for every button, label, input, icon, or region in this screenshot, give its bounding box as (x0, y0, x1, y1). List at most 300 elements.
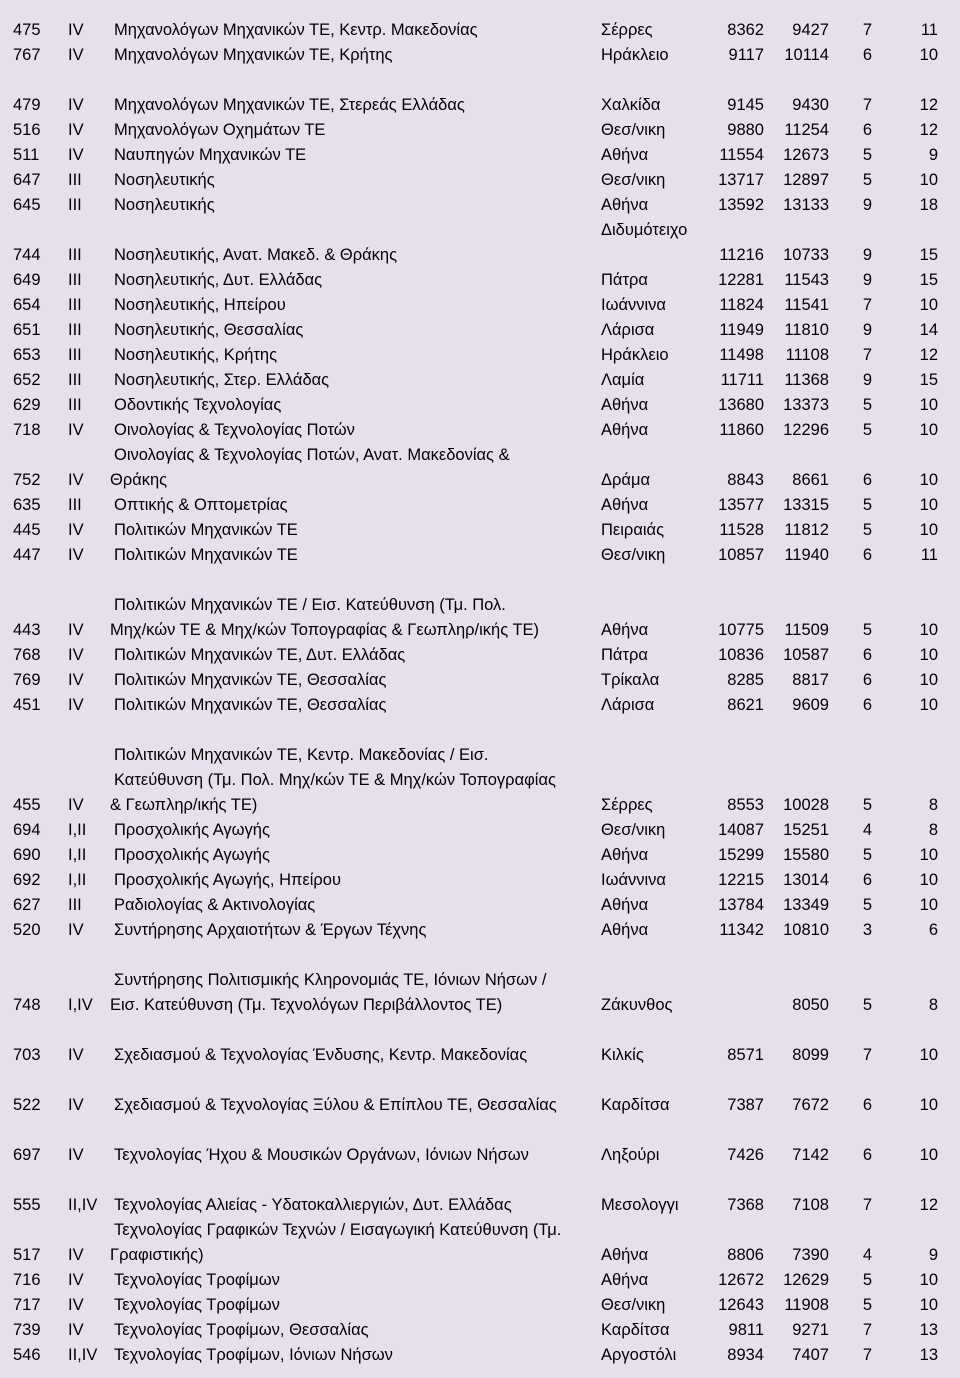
row-category: IV (68, 621, 84, 639)
row-score-2: 9430 (792, 96, 829, 114)
row-score-2: 11812 (784, 521, 829, 539)
row-city: Πειραιάς (601, 521, 665, 539)
row-value-4: 10 (919, 671, 938, 689)
row-value-3: 5 (862, 996, 872, 1014)
row-value-4: 15 (919, 246, 938, 264)
table-row (0, 93, 960, 118)
table-row (0, 596, 960, 643)
row-department-name-line: Τεχνολογίας Τροφίμων (114, 1296, 280, 1314)
row-value-4: 6 (928, 921, 938, 939)
row-department-name-line: Μηχανολόγων Μηχανικών ΤΕ, Στερεάς Ελλάδας (114, 96, 465, 114)
row-score-2: 12897 (783, 171, 829, 189)
row-department-name-line: Πολιτικών Μηχανικών ΤΕ, Θεσσαλίας (114, 671, 387, 689)
table-row (0, 843, 960, 868)
row-city: Αθήνα (601, 396, 649, 414)
row-score-1: 13592 (718, 196, 764, 214)
row-score-2: 11810 (784, 321, 829, 339)
table-row (0, 318, 960, 343)
row-value-3: 6 (862, 696, 872, 714)
row-city: Πάτρα (601, 646, 648, 664)
row-score-1: 15299 (718, 846, 764, 864)
row-code: 654 (13, 296, 41, 314)
row-score-2: 13014 (783, 871, 829, 889)
row-department-name-line: Τεχνολογίας Αλιείας - Υδατοκαλλιεργιών, Δυτ. Ελλάδας (114, 1196, 512, 1214)
row-category: III (68, 171, 82, 189)
row-score-2: 13315 (783, 496, 829, 514)
row-department-name-line: Οινολογίας & Τεχνολογίας Ποτών, Ανατ. Μακεδονίας & (114, 446, 510, 464)
row-category: IV (68, 1146, 84, 1164)
row-score-2: 7672 (792, 1096, 829, 1114)
row-value-4: 15 (919, 271, 938, 289)
table-row (0, 1143, 960, 1168)
row-category: IV (68, 646, 84, 664)
row-score-1: 8362 (727, 21, 764, 39)
row-value-3: 7 (862, 346, 872, 364)
row-city: Καρδίτσα (601, 1321, 670, 1339)
row-department-name-line: & Γεωπληρ/ικής ΤΕ) (110, 796, 258, 814)
row-department-name-line: Νοσηλευτικής, Δυτ. Ελλάδας (114, 271, 323, 289)
row-department-name-line: Θράκης (110, 471, 168, 489)
row-city: Καρδίτσα (601, 1096, 670, 1114)
row-city: Λαμία (601, 371, 645, 389)
table-row (0, 118, 960, 143)
row-department-name (114, 393, 281, 418)
row-value-4: 10 (919, 871, 938, 889)
row-value-4: 13 (919, 1346, 938, 1364)
row-value-3: 5 (862, 421, 872, 439)
row-code: 629 (13, 396, 41, 414)
row-department-name-line: Εισ. Κατεύθυνση (Τμ. Τεχνολόγων Περιβάλλοντος ΤΕ) (110, 996, 503, 1014)
table-row (0, 18, 960, 43)
table-row (0, 1043, 960, 1068)
row-department-name (114, 1043, 527, 1068)
row-department-name (114, 1343, 393, 1368)
row-score-2: 9609 (792, 696, 829, 714)
row-code: 718 (13, 421, 41, 439)
table-row (0, 893, 960, 918)
row-value-3: 6 (862, 1096, 872, 1114)
row-department-name (110, 1218, 562, 1268)
row-city: Αθήνα (601, 896, 649, 914)
row-value-4: 10 (919, 646, 938, 664)
row-category: III (68, 346, 82, 364)
row-score-1: 12281 (718, 271, 764, 289)
table-row (0, 393, 960, 418)
row-value-3: 4 (862, 1246, 872, 1264)
row-category: I,II (68, 821, 87, 839)
row-code: 511 (13, 146, 40, 164)
row-value-3: 4 (862, 821, 872, 839)
table-row (0, 143, 960, 168)
row-department-name (114, 893, 315, 918)
row-value-3: 3 (862, 921, 872, 939)
row-score-1: 10775 (718, 621, 764, 639)
row-category: IV (68, 1296, 84, 1314)
row-score-1: 11342 (719, 921, 764, 939)
row-city: Αργοστόλι (601, 1346, 677, 1364)
row-department-name (114, 193, 215, 218)
table-row (0, 1343, 960, 1368)
table-row (0, 268, 960, 293)
row-score-1: 13784 (718, 896, 764, 914)
row-value-3: 5 (862, 1296, 872, 1314)
row-city: Ιωάννινα (601, 871, 666, 889)
table-row (0, 868, 960, 893)
row-code: 546 (13, 1346, 41, 1364)
row-value-4: 10 (919, 1046, 938, 1064)
row-department-name (114, 1293, 280, 1318)
row-score-2: 12629 (783, 1271, 829, 1289)
row-category: III (68, 246, 82, 264)
table-row (0, 1318, 960, 1343)
row-category: IV (68, 121, 84, 139)
row-code: 767 (13, 46, 41, 64)
row-code: 451 (13, 696, 41, 714)
table-row (0, 693, 960, 718)
row-score-2: 15251 (783, 821, 829, 839)
row-category: III (68, 321, 82, 339)
row-department-name (114, 93, 465, 118)
row-value-4: 18 (919, 196, 938, 214)
row-city: Αθήνα (601, 421, 649, 439)
row-category: IV (68, 521, 84, 539)
row-department-name (114, 543, 298, 568)
row-score-2: 9271 (792, 1321, 829, 1339)
row-score-2: 8099 (792, 1046, 829, 1064)
row-category: I,II (68, 871, 87, 889)
row-score-2: 9427 (792, 21, 829, 39)
row-category: II,IV (68, 1196, 98, 1214)
row-city: Ζάκυνθος (601, 996, 673, 1014)
row-code: 769 (13, 671, 41, 689)
row-city: Αθήνα (601, 146, 649, 164)
row-score-1: 9811 (728, 1321, 764, 1339)
row-code: 520 (13, 921, 41, 939)
table-row (0, 543, 960, 568)
row-department-name (114, 293, 286, 318)
row-value-3: 5 (862, 521, 872, 539)
row-value-4: 10 (919, 471, 938, 489)
table-row (0, 293, 960, 318)
row-score-2: 8817 (792, 671, 829, 689)
row-department-name (114, 118, 325, 143)
row-city: Σέρρες (601, 796, 653, 814)
table-row (0, 418, 960, 443)
row-score-1: 13717 (718, 171, 764, 189)
row-category: IV (68, 1246, 84, 1264)
row-department-name-line: Συντήρησης Πολιτισμικής Κληρονομιάς ΤΕ, Ιόνιων Νήσων / (114, 971, 547, 989)
row-category: IV (68, 796, 84, 814)
row-score-2: 10587 (783, 646, 829, 664)
row-score-2: 11543 (784, 271, 829, 289)
row-category: IV (68, 146, 84, 164)
row-department-name-line: Μηχ/κών ΤΕ & Μηχ/κών Τοπογραφίας & Γεωπληρ/ικής ΤΕ) (110, 621, 540, 639)
row-score-1: 10857 (718, 546, 764, 564)
row-city: Ληξούρι (601, 1146, 660, 1164)
row-score-2: 12296 (783, 421, 829, 439)
row-score-1: 7368 (727, 1196, 764, 1214)
row-value-3: 7 (862, 1046, 872, 1064)
row-code: 517 (13, 1246, 41, 1264)
row-department-name (114, 493, 288, 518)
row-value-3: 6 (862, 46, 872, 64)
row-department-name (114, 368, 329, 393)
row-code: 627 (13, 896, 41, 914)
row-city: Αθήνα (601, 1271, 649, 1289)
row-value-3: 6 (862, 646, 872, 664)
row-department-name-line: Τεχνολογίας Τροφίμων, Ιόνιων Νήσων (114, 1346, 393, 1364)
row-category: IV (68, 546, 84, 564)
row-score-1: 14087 (718, 821, 764, 839)
row-score-2: 15580 (783, 846, 829, 864)
row-score-1: 7387 (727, 1096, 764, 1114)
row-score-1: 8571 (727, 1046, 764, 1064)
row-city: Αθήνα (601, 846, 649, 864)
table-row (0, 746, 960, 818)
row-department-name-line: Νοσηλευτικής, Ανατ. Μακεδ. & Θράκης (114, 246, 398, 264)
row-value-4: 10 (919, 496, 938, 514)
row-score-2: 11368 (784, 371, 829, 389)
row-department-name-line: Οινολογίας & Τεχνολογίας Ποτών (114, 421, 355, 439)
row-value-4: 10 (919, 421, 938, 439)
row-category: III (68, 396, 82, 414)
row-code: 690 (13, 846, 41, 864)
row-department-name-line: Νοσηλευτικής, Κρήτης (114, 346, 278, 364)
row-category: IV (68, 21, 84, 39)
row-department-name-line: Τεχνολογίας Τροφίμων, Θεσσαλίας (114, 1321, 369, 1339)
row-code: 717 (13, 1296, 41, 1314)
row-value-4: 10 (919, 171, 938, 189)
table-row (0, 221, 960, 268)
row-code: 447 (13, 546, 41, 564)
row-score-2: 13373 (783, 396, 829, 414)
row-department-name (114, 693, 386, 718)
row-code: 443 (13, 621, 41, 639)
row-score-1: 8621 (727, 696, 764, 714)
row-department-name-line: Πολιτικών Μηχανικών ΤΕ, Κεντρ. Μακεδονίας / Εισ. (114, 746, 489, 764)
row-department-name (114, 1318, 369, 1343)
row-score-2: 11509 (784, 621, 829, 639)
row-category: III (68, 271, 82, 289)
row-department-name-line: Μηχανολόγων Μηχανικών ΤΕ, Κεντρ. Μακεδονίας (114, 21, 478, 39)
row-department-name-line: Νοσηλευτικής (114, 171, 215, 189)
row-code: 744 (13, 246, 41, 264)
row-city: Σέρρες (601, 21, 653, 39)
row-score-2: 7407 (792, 1346, 829, 1364)
row-department-name (114, 1268, 280, 1293)
row-category: IV (68, 921, 84, 939)
row-department-name (114, 843, 270, 868)
row-score-1: 11860 (719, 421, 764, 439)
row-code: 697 (13, 1146, 41, 1164)
row-value-4: 11 (920, 21, 938, 39)
row-value-3: 9 (862, 246, 872, 264)
row-value-4: 10 (919, 46, 938, 64)
row-department-name-line: Γραφιστικής) (110, 1246, 204, 1264)
row-code: 752 (13, 471, 41, 489)
row-city: Ηράκλειο (601, 46, 669, 64)
row-code: 635 (13, 496, 41, 514)
row-score-1: 12215 (718, 871, 764, 889)
row-city: Δράμα (601, 471, 650, 489)
row-department-name (114, 1143, 529, 1168)
row-value-3: 7 (862, 1321, 872, 1339)
table-row (0, 643, 960, 668)
row-department-name-line: Νοσηλευτικής (114, 196, 215, 214)
row-value-3: 7 (862, 1196, 872, 1214)
row-score-1: 9145 (727, 96, 764, 114)
table-row (0, 193, 960, 218)
row-value-3: 6 (862, 671, 872, 689)
row-code: 475 (13, 21, 41, 39)
row-value-3: 5 (862, 1271, 872, 1289)
row-city: Θεσ/νικη (601, 821, 666, 839)
row-code: 649 (13, 271, 41, 289)
row-value-4: 10 (919, 1296, 938, 1314)
table-row (0, 43, 960, 68)
row-department-name-line: Οδοντικής Τεχνολογίας (114, 396, 282, 414)
row-score-2: 13133 (783, 196, 829, 214)
row-category: IV (68, 421, 84, 439)
row-score-2: 11108 (785, 346, 829, 364)
row-department-name (110, 593, 540, 643)
row-value-4: 10 (919, 1096, 938, 1114)
row-value-4: 8 (928, 796, 938, 814)
row-score-1: 11528 (719, 521, 764, 539)
row-value-3: 6 (862, 871, 872, 889)
row-value-3: 7 (862, 296, 872, 314)
row-score-1: 11711 (720, 371, 764, 389)
row-department-name (114, 1193, 512, 1218)
row-value-4: 13 (919, 1321, 938, 1339)
row-value-4: 10 (919, 621, 938, 639)
row-department-name (114, 143, 306, 168)
row-value-4: 12 (919, 346, 938, 364)
row-code: 522 (13, 1096, 41, 1114)
row-city: Αθήνα (601, 621, 649, 639)
row-value-3: 7 (862, 21, 872, 39)
row-value-3: 9 (862, 371, 872, 389)
row-value-4: 15 (919, 371, 938, 389)
row-category: IV (68, 696, 84, 714)
row-score-1: 11216 (719, 246, 764, 264)
row-value-3: 6 (862, 1146, 872, 1164)
row-department-name-line: Κατεύθυνση (Τμ. Πολ. Μηχ/κών ΤΕ & Μηχ/κών Τοπογραφίας (114, 771, 556, 789)
row-score-1: 12672 (718, 1271, 764, 1289)
row-department-name (114, 643, 405, 668)
row-department-name (114, 1093, 557, 1118)
table-row (0, 518, 960, 543)
table-row (0, 168, 960, 193)
row-score-1: 13680 (718, 396, 764, 414)
row-score-1: 11554 (719, 146, 764, 164)
table-row (0, 971, 960, 1018)
row-code: 445 (13, 521, 41, 539)
row-score-1: 11824 (719, 296, 764, 314)
row-value-3: 6 (862, 471, 872, 489)
row-value-4: 10 (919, 696, 938, 714)
row-score-2: 11940 (784, 546, 829, 564)
row-score-2: 11541 (784, 296, 829, 314)
row-code: 692 (13, 871, 41, 889)
row-category: IV (68, 1271, 84, 1289)
row-score-1: 11498 (719, 346, 764, 364)
row-code: 703 (13, 1046, 41, 1064)
row-city: Θεσ/νικη (601, 1296, 666, 1314)
row-category: IV (68, 671, 84, 689)
row-code: 694 (13, 821, 41, 839)
row-city: Ηράκλειο (601, 346, 669, 364)
row-department-name-line: Προσχολικής Αγωγής, Ηπείρου (114, 871, 342, 889)
row-city: Πάτρα (601, 271, 648, 289)
row-score-2: 7142 (792, 1146, 829, 1164)
row-value-4: 8 (928, 996, 938, 1014)
row-code: 739 (13, 1321, 41, 1339)
row-score-2: 8661 (792, 471, 829, 489)
row-value-3: 5 (862, 796, 872, 814)
row-department-name-line: Τεχνολογίας Τροφίμων (114, 1271, 280, 1289)
row-value-4: 10 (919, 521, 938, 539)
row-value-4: 12 (919, 1196, 938, 1214)
row-city: Αθήνα (601, 1246, 649, 1264)
table-row (0, 446, 960, 493)
row-department-name (114, 418, 355, 443)
row-department-name (114, 18, 478, 43)
row-department-name-line: Ναυπηγών Μηχανικών ΤΕ (114, 146, 307, 164)
row-score-2: 10114 (784, 46, 829, 64)
row-score-1: 13577 (718, 496, 764, 514)
row-score-1: 8843 (727, 471, 764, 489)
row-score-2: 11254 (784, 121, 829, 139)
row-category: IV (68, 1096, 84, 1114)
row-value-4: 8 (928, 821, 938, 839)
row-category: IV (68, 1046, 84, 1064)
row-city: Κιλκίς (601, 1046, 644, 1064)
table-row (0, 343, 960, 368)
row-code: 555 (13, 1196, 41, 1214)
row-value-3: 5 (862, 496, 872, 514)
row-department-name-line: Πολιτικών Μηχανικών ΤΕ, Δυτ. Ελλάδας (114, 646, 406, 664)
row-score-1: 12643 (718, 1296, 764, 1314)
table-row (0, 493, 960, 518)
row-department-name-line: Προσχολικής Αγωγής (114, 846, 270, 864)
row-value-4: 10 (919, 1146, 938, 1164)
row-department-name-line: Πολιτικών Μηχανικών ΤΕ, Θεσσαλίας (114, 696, 387, 714)
row-code: 516 (13, 121, 41, 139)
row-department-name-line: Προσχολικής Αγωγής (114, 821, 270, 839)
row-department-name (114, 918, 426, 943)
row-city: Μεσολογγι (601, 1196, 679, 1214)
row-value-3: 5 (862, 396, 872, 414)
row-city: Ιωάννινα (601, 296, 666, 314)
row-category: III (68, 371, 82, 389)
row-score-2: 7108 (792, 1196, 829, 1214)
row-department-name (114, 343, 277, 368)
row-category: II,IV (68, 1346, 98, 1364)
row-department-name-line: Νοσηλευτικής, Θεσσαλίας (114, 321, 304, 339)
row-city: Διδυμότειχο (601, 221, 688, 239)
row-score-1: 9117 (728, 46, 764, 64)
row-score-1: 9880 (727, 121, 764, 139)
row-score-1: 11949 (719, 321, 764, 339)
row-department-name (110, 443, 510, 493)
row-value-4: 10 (919, 296, 938, 314)
row-value-4: 11 (920, 546, 938, 564)
table-row (0, 668, 960, 693)
row-department-name (114, 318, 303, 343)
row-category: I,II (68, 846, 87, 864)
row-city: Λάρισα (601, 321, 655, 339)
